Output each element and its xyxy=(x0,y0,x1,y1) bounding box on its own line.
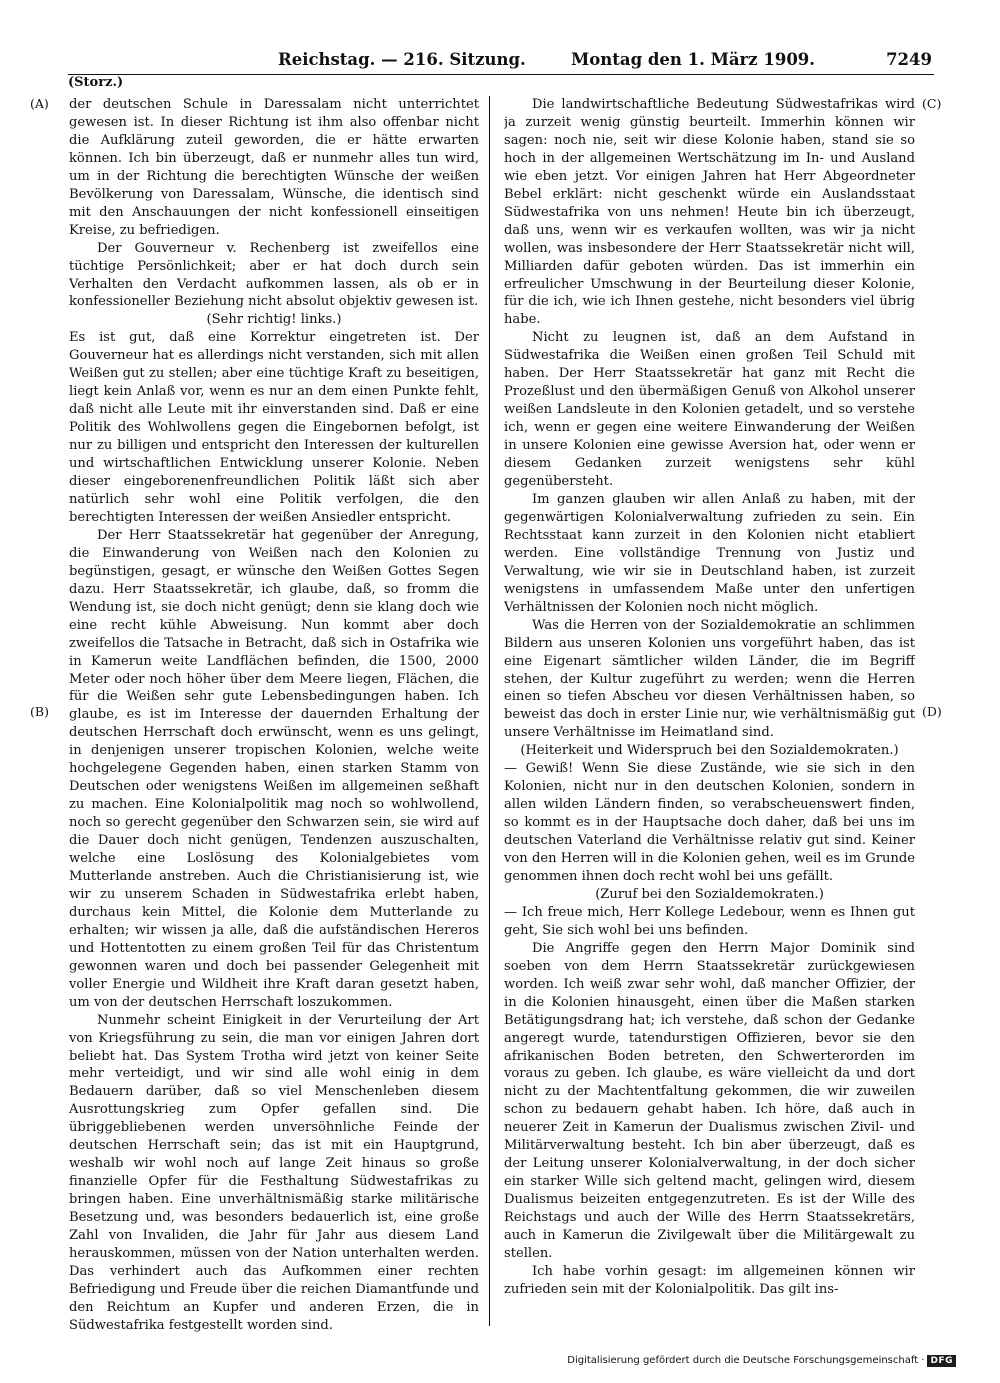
marker-a: (A) xyxy=(30,96,49,111)
header-session: Reichstag. — 216. Sitzung. xyxy=(278,50,526,69)
left-column xyxy=(69,96,479,1336)
marker-b: (B) xyxy=(30,704,49,719)
paragraph: — Gewiß! Wenn Sie diese Zustände, wie sie sich in den Kolonien, nicht nur in den deutschen Kolonien, sondern in allen wilden Ländern finden, so verabscheuenswert finden, so kommt es in der Hauptsache doch daher, daß bei uns im deutschen Vaterland die Verhältnisse relativ gut sind. Keiner von den Herren will in die Kolonien gehen, weil es im Grunde genommen ihnen doch recht wohl bei uns gefällt. xyxy=(504,761,915,884)
paragraph: Der Gouverneur v. Rechenberg ist zweifellos eine tüchtige Persönlichkeit; aber er hat doch durch sein Verhalten den Verdacht aufkommen lassen, als ob er in konfessioneller Beziehung nicht absolut objektiv gewesen ist. xyxy=(69,240,479,310)
paragraph: Die Angriffe gegen den Herrn Major Dominik sind soeben von dem Herrn Staatssekretär zurückgewiesen worden. Ich weiß zwar sehr wohl, daß mancher Offizier, der in die Kolonien hinausgeht, einen über die Maßen starken Betätigungsdrang hat; ich verstehe, daß schon der Gedanke angeregt wurde, tatendurstigen Offizieren, bevor sie den afrikanischen Boden betreten, den Schwerterorden im voraus zu geben. Ich glaube, es wäre vielleicht da und dort nicht zu der Machtentfaltung gekommen, die wir zuweilen schon zu bedauern gehabt haben. Ich höre, daß auch in neuerer Zeit in Kamerun der Dualismus zwischen Zivil- und Militärverwaltung besteht. Ich bin aber überzeugt, daß es der Leitung unserer Kolonialverwaltung, in der doch sicher ein starker Wille sich geltend macht, gelingen wird, diesem Dualismus beizeiten entgegenzutreten. Es ist der Wille des Reichstags und auch der Wille des Herrn Staatssekretärs, auch in Kamerun die Zivilgewalt über die Militärgewalt zu stellen. xyxy=(504,940,915,1261)
interjection: (Zuruf bei den Sozialdemokraten.) xyxy=(595,886,824,902)
interjection: (Sehr richtig! links.) xyxy=(206,312,342,328)
speaker-name: (Storz.) xyxy=(68,75,124,90)
page-header xyxy=(68,50,932,72)
header-date: Montag den 1. März 1909. xyxy=(571,50,816,69)
paragraph: Die landwirtschaftliche Bedeutung Südwestafrikas wird ja zurzeit wenig günstig beurteilt. Immerhin können wir sagen: noch nie, seit wir diese Kolonie haben, stand sie so hoch in der allgemeinen Wertschätzung im In- und Ausland wie eben jetzt. Vor einigen Jahren hat Herr Abgeordneter Bebel erklärt: nicht geschenkt würde ein Auslandsstaat Südwestafrika von uns nehmen! Heute bin ich überzeugt, daß uns, wenn wir es verkaufen wollten, was wir ja nicht wollen, was insbesondere der Herr Staatssekretär nicht will, Milliarden dafür geboten würden. Das ist immerhin ein erfreulicher Umschwung in der Beurteilung dieser Kolonie, für die ich, wie ich Ihnen gestehe, nicht besonders viel übrig habe. xyxy=(504,97,915,328)
paragraph: Ich habe vorhin gesagt: im allgemeinen können wir zufrieden sein mit der Kolonialpolitik. Das gilt ins- xyxy=(504,1263,915,1297)
page-number: 7249 xyxy=(886,50,932,69)
interjection: (Heiterkeit und Widerspruch bei den Sozialdemokraten.) xyxy=(520,743,899,759)
footer-credit xyxy=(567,1355,956,1367)
paragraph: Nicht zu leugnen ist, daß an dem Aufstand in Südwestafrika die Weißen einen großen Teil Schuld mit haben. Der Herr Staatssekretär hat ganz mit Recht die Prozeßlust und den übermäßigen Genuß von Alkohol unserer weißen Landsleute in den Kolonien getadelt, und so verstehe ich, wenn er gegen eine weitere Einwanderung der Weißen in unsere Kolonien eine gewisse Aversion hat, oder wenn er diesem Gedanken zurzeit wenigstens sehr kühl gegenübersteht. xyxy=(504,330,915,490)
header-rule xyxy=(68,74,934,75)
marker-c: (C) xyxy=(922,96,942,111)
right-column xyxy=(504,96,915,1336)
paragraph: Der Herr Staatssekretär hat gegenüber der Anregung, die Einwanderung von Weißen nach den Kolonien zu begünstigen, gesagt, er wünsche den Weißen Gottes Segen dazu. Herr Staatssekretär, ich glaube, daß, so fromm die Wendung ist, sie doch nicht genügt; denn sie klang doch wie eine recht kühle Abweisung. Nun kommt aber doch zweifellos die Tatsache in Betracht, daß sich in Ostafrika wie in Kamerun weite Landflächen befinden, die 1500, 2000 Meter oder noch höher über dem Meere liegen, Flächen, die für die Weißen sehr gute Lebensbedingungen haben. Ich glaube, es ist im Interesse der dauernden Erhaltung der deutschen Herrschaft doch erwünscht, wenn es uns gelingt, in denjenigen unserer tropischen Kolonien, welche weite hochgelegene Gegenden haben, einen starken Stamm von Deutschen oder wenigstens Weißen im allgemeinen seßhaft zu machen. Eine Kolonialpolitik mag noch so wohlwollend, noch so gerecht gegenüber den Schwarzen sein, sie wird auf die Dauer doch nicht genügen, Tendenzen auszuschalten, welche eine Loslösung des Kolonialgebietes vom Mutterlande anstreben. Auch die Christianisierung ist, wie wir zu unserem Schaden in Südwestafrika erlebt haben, durchaus kein Mittel, die Kolonie dem Mutterlande zu erhalten; wir wissen ja alle, daß die aufständischen Hereros und Hottentotten zu einem großen Teil für das Christentum gewonnen waren und doch bei passender Gelegenheit mit voller Energie und Wildheit ihre Kraft daran gesetzt haben, um von der deutschen Herrschaft loszukommen. xyxy=(69,527,479,1010)
paragraph: Was die Herren von der Sozialdemokratie an schlimmen Bildern aus unseren Kolonien uns vorgeführt haben, das ist eine Eigenart sämtlicher wilden Länder, die im Begriff stehen, der Kultur zugeführt zu werden; wenn die Herren einen so tiefen Abscheu vor diesen Verhältnissen haben, so beweist das doch in erster Linie nur, wie verhältnismäßig gut unsere Verhältnisse im Heimatland sind. xyxy=(504,617,915,741)
marker-d: (D) xyxy=(922,704,942,719)
footer-text: Digitalisierung gefördert durch die Deutsche Forschungsgemeinschaft · xyxy=(567,1355,925,1366)
column-divider xyxy=(489,96,490,1326)
paragraph: Es ist gut, daß eine Korrektur eingetreten ist. Der Gouverneur hat es allerdings nicht verstanden, sich mit allen Weißen gut zu stellen; aber eine tüchtige Kraft zu beseitigen, liegt kein Anlaß vor, wenn es nur an dem einen Punkte fehlt, daß nicht alle Leute mit ihr einverstanden sind. Daß er eine Politik des Wohlwollens gegen die Eingebornen befolgt, ist nur zu billigen und entspricht den Interessen der kulturellen und wirtschaftlichen Entwicklung unserer Kolonie. Neben dieser eingeborenenfreundlichen Politik läßt sich aber natürlich sehr wohl eine Politik verfolgen, die den berechtigten Interessen der weißen Ansiedler entspricht. xyxy=(69,330,479,525)
paragraph: Im ganzen glauben wir allen Anlaß zu haben, mit der gegenwärtigen Kolonialverwaltung zufrieden zu sein. Ein Rechtsstaat kann zurzeit in den Kolonien nicht etabliert werden. Eine vollständige Trennung von Justiz und Verwaltung, wie wir sie in Deutschland haben, ist zurzeit wenigstens in umfassendem Maße unter den unfertigen Verhältnissen der Kolonien noch nicht möglich. xyxy=(504,491,915,615)
paragraph: Nunmehr scheint Einigkeit in der Verurteilung der Art von Kriegsführung zu sein, die man vor einigen Jahren dort beliebt hat. Das System Trotha wird jetzt von keiner Seite mehr verteidigt, und wir sind alle wohl einig in dem Bedauern darüber, daß so viel Menschenleben diesem Ausrottungskrieg zum Opfer gefallen sind. Die übriggebliebenen werden unversöhnliche Feinde der deutschen Herrschaft sein; das ist mit ein Hauptgrund, weshalb wir wohl noch auf lange Zeit hinaus so große finanzielle Opfer für die Festhaltung Südwestafrikas zu bringen haben. Eine unverhältnismäßig starke militärische Besetzung und, was besonders bedauerlich ist, eine große Zahl von Invaliden, die Jahr für Jahr aus diesem Land herauskommen, müssen von der Nation unterhalten werden. Das verhindert auch das Aufkommen einer rechten Befriedigung und Freude über die reichen Diamantfunde und den Reichtum an Kupfer und anderen Erzen, die in Südwestafrika festgestellt worden sind. xyxy=(69,1012,479,1333)
paragraph: — Ich freue mich, Herr Kollege Ledebour, wenn es Ihnen gut geht, Sie sich wohl bei uns befinden. xyxy=(504,904,915,938)
paragraph: der deutschen Schule in Daressalam nicht unterrichtet gewesen ist. In dieser Richtung ist ihm also offenbar nicht die Aufklärung zuteil geworden, die er hätte erwarten können. Ich bin überzeugt, daß er nunmehr alles tun wird, um in der Richtung die berechtigten Wünsche der weißen Bevölkerung von Daressalam, Wünsche, die identisch sind mit den Anschauungen der nicht konfessionell einseitigen Kreise, zu befriedigen. xyxy=(69,97,479,238)
dfg-logo: DFG xyxy=(927,1355,956,1367)
